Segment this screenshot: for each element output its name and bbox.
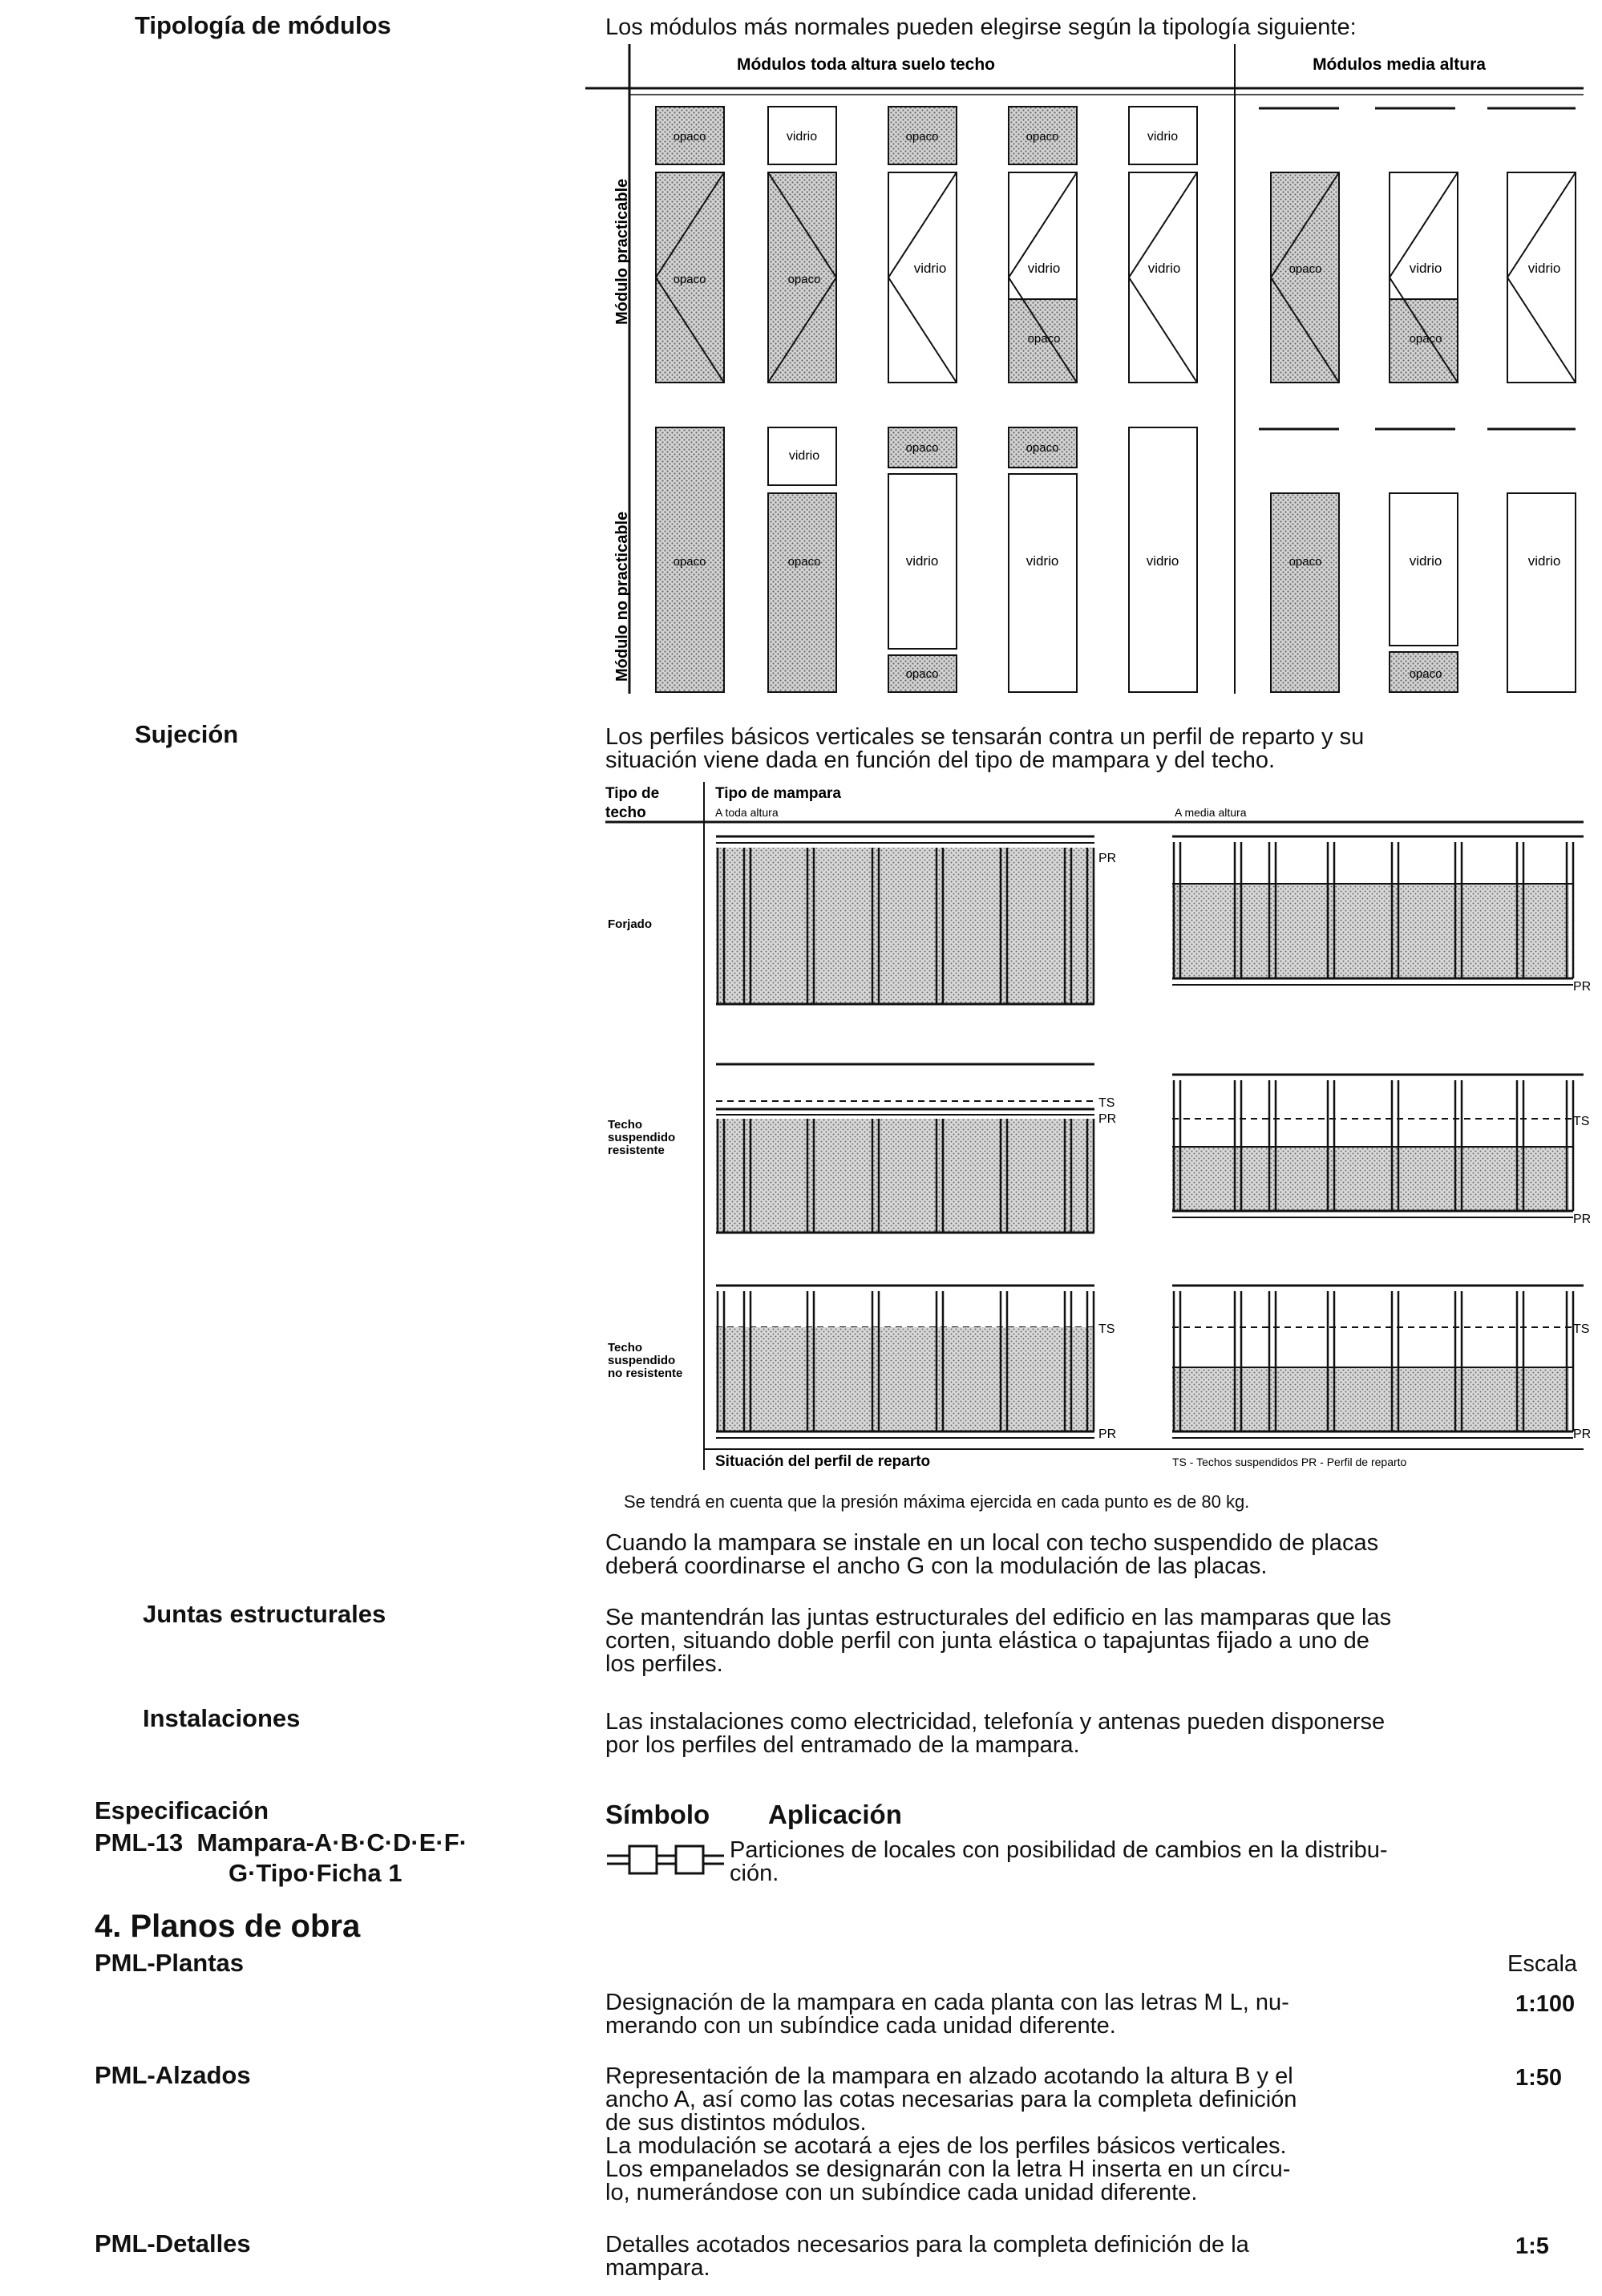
tag-pr: PR xyxy=(1098,1112,1117,1126)
cell-opaco-label: opaco xyxy=(1288,555,1322,569)
plantas-scale: 1:100 xyxy=(1515,1991,1576,2017)
alzados-scale: 1:50 xyxy=(1515,2065,1563,2091)
sujecion-text: Los perfiles básicos verticales se tensarán contra un perfil de reparto y su situación viene dada en función del tipo de mampara y del techo. xyxy=(605,724,1365,773)
tag-pr: PR xyxy=(1573,980,1592,994)
row-label-no-practicable: Módulo no practicable xyxy=(613,511,631,682)
row-label-practicable: Módulo practicable xyxy=(613,178,631,325)
spec-code: PML-13 Mampara-A·B·C·D·E·F· xyxy=(95,1828,467,1857)
cell-vidrio-label: vidrio xyxy=(1409,553,1442,569)
tag-pr: PR xyxy=(1573,1213,1592,1226)
hdr-media-altura: A media altura xyxy=(1175,806,1247,819)
hdr-techo: Tipo de xyxy=(605,785,660,802)
tipologia-intro: Los módulos más normales pueden elegirse según la tipología siguiente: xyxy=(605,14,1357,40)
detalles-text: Detalles acotados necesarios para la completa definición de la mampara. xyxy=(605,2232,1249,2281)
cell-vidrio-label: vidrio xyxy=(1026,553,1059,569)
cell-opaco-label: opaco xyxy=(905,667,939,681)
tag-pr: PR xyxy=(1573,1427,1592,1441)
hdr-toda-altura: A toda altura xyxy=(715,806,779,819)
row-susp-nores: no resistente xyxy=(608,1367,683,1380)
sujecion-text2: Cuando la mampara se instale en un local con techo suspendido de placas deberá coordinarse el ancho G con la modulación de las placas. xyxy=(605,1530,1379,1579)
tag-ts: TS xyxy=(1098,1096,1115,1110)
hdr-simbolo: Símbolo xyxy=(605,1800,710,1829)
row-susp-res: Techo xyxy=(608,1118,643,1132)
label-plantas: PML-Plantas xyxy=(95,1949,245,1977)
tipologia-diagram xyxy=(0,44,1602,742)
cell-vidrio-label: vidrio xyxy=(1027,261,1061,276)
instalaciones-text: Las instalaciones como electricidad, telefonía y antenas pueden disponerse por los perfiles del entramado de la mampara. xyxy=(605,1709,1386,1758)
label-instalaciones: Instalaciones xyxy=(143,1704,301,1732)
label-sujecion: Sujeción xyxy=(135,720,239,748)
plantas-text: Designación de la mampara en cada planta con las letras M L, nu- merando con un subíndice cada unidad diferente. xyxy=(605,1990,1289,2039)
cell-opaco-label: opaco xyxy=(673,130,706,144)
cell-vidrio-label: vidrio xyxy=(1147,130,1179,144)
tag-ts: TS xyxy=(1098,1322,1115,1336)
sujecion-note: Se tendrá en cuenta que la presión máxima ejercida en cada punto es de 80 kg. xyxy=(624,1492,1250,1512)
cell-opaco-label: opaco xyxy=(1027,332,1061,346)
col-header-full: Módulos toda altura suelo techo xyxy=(736,55,996,74)
cell-vidrio-label: vidrio xyxy=(788,449,820,463)
alzados-text: Representación de la mampara en alzado acotando la altura B y el ancho A, así como las cotas necesarias para la completa definición de sus distintos módulos. La modulación se acotará a ejes de los perfiles básicos verticales. Los empanelados se designarán con la letra H inserta en un círcu- lo, numerándose con un subíndice cada unidad diferente. xyxy=(605,2063,1297,2205)
cell-opaco-label: opaco xyxy=(1409,332,1442,346)
row-susp-nores: suspendido xyxy=(608,1354,676,1367)
detalles-scale: 1:5 xyxy=(1515,2233,1549,2259)
cell-vidrio-label: vidrio xyxy=(1147,261,1181,276)
label-juntas: Juntas estructurales xyxy=(143,1600,386,1628)
cell-opaco-label: opaco xyxy=(905,441,939,455)
section-title-planos: 4. Planos de obra xyxy=(95,1909,361,1944)
aplicacion-text: Particiones de locales con posibilidad de cambios en la distribu- ción. xyxy=(730,1837,1388,1886)
cell-opaco-label: opaco xyxy=(673,555,706,569)
cell-opaco-label: opaco xyxy=(787,555,821,569)
mampara-symbol-icon xyxy=(605,1836,726,1885)
cell-opaco-label: opaco xyxy=(1026,441,1059,455)
cell-opaco-label: opaco xyxy=(1288,262,1322,276)
cell-opaco-label: opaco xyxy=(905,130,939,144)
hdr-techo: techo xyxy=(605,804,646,821)
tag-ts: TS xyxy=(1573,1115,1590,1128)
label-detalles: PML-Detalles xyxy=(95,2229,251,2258)
cell-vidrio-label: vidrio xyxy=(905,553,939,569)
cell-opaco-label: opaco xyxy=(1026,130,1059,144)
row-susp-nores: Techo xyxy=(608,1341,643,1355)
label-tipologia: Tipología de módulos xyxy=(135,11,391,39)
footer-left: Situación del perfil de reparto xyxy=(715,1453,931,1470)
tag-ts: TS xyxy=(1573,1322,1590,1336)
tag-pr: PR xyxy=(1098,852,1117,865)
cell-vidrio-label: vidrio xyxy=(786,130,818,144)
cell-opaco-label: opaco xyxy=(673,273,706,286)
cell-opaco-label: opaco xyxy=(787,273,821,286)
hdr-aplicacion: Aplicación xyxy=(768,1800,902,1829)
cell-vidrio-label: vidrio xyxy=(1527,553,1561,569)
row-forjado: Forjado xyxy=(608,917,652,931)
row-susp-res: suspendido xyxy=(608,1131,676,1144)
juntas-text: Se mantendrán las juntas estructurales del edificio en las mamparas que las corten, situando doble perfil con junta elástica o tapajuntas fijado a uno de los perfiles. xyxy=(605,1605,1392,1677)
cell-vidrio-label: vidrio xyxy=(1527,261,1561,276)
spec-code: G·Tipo·Ficha 1 xyxy=(229,1859,403,1887)
footer-right: TS - Techos suspendidos PR - Perfil de reparto xyxy=(1172,1456,1407,1468)
cell-vidrio-label: vidrio xyxy=(1409,261,1442,276)
label-especificacion: Especificación xyxy=(95,1796,269,1824)
row-susp-res: resistente xyxy=(608,1144,665,1157)
escala-header: Escala xyxy=(1507,1951,1578,1977)
col-header-half: Módulos media altura xyxy=(1313,55,1486,74)
hdr-mampara: Tipo de mampara xyxy=(715,785,841,802)
tag-pr: PR xyxy=(1098,1427,1117,1441)
cell-vidrio-label: vidrio xyxy=(1146,553,1179,569)
label-alzados: PML-Alzados xyxy=(95,2061,251,2089)
cell-opaco-label: opaco xyxy=(1409,667,1442,681)
cell-vidrio-label: vidrio xyxy=(913,261,947,276)
sujecion-diagram xyxy=(0,782,1602,1484)
